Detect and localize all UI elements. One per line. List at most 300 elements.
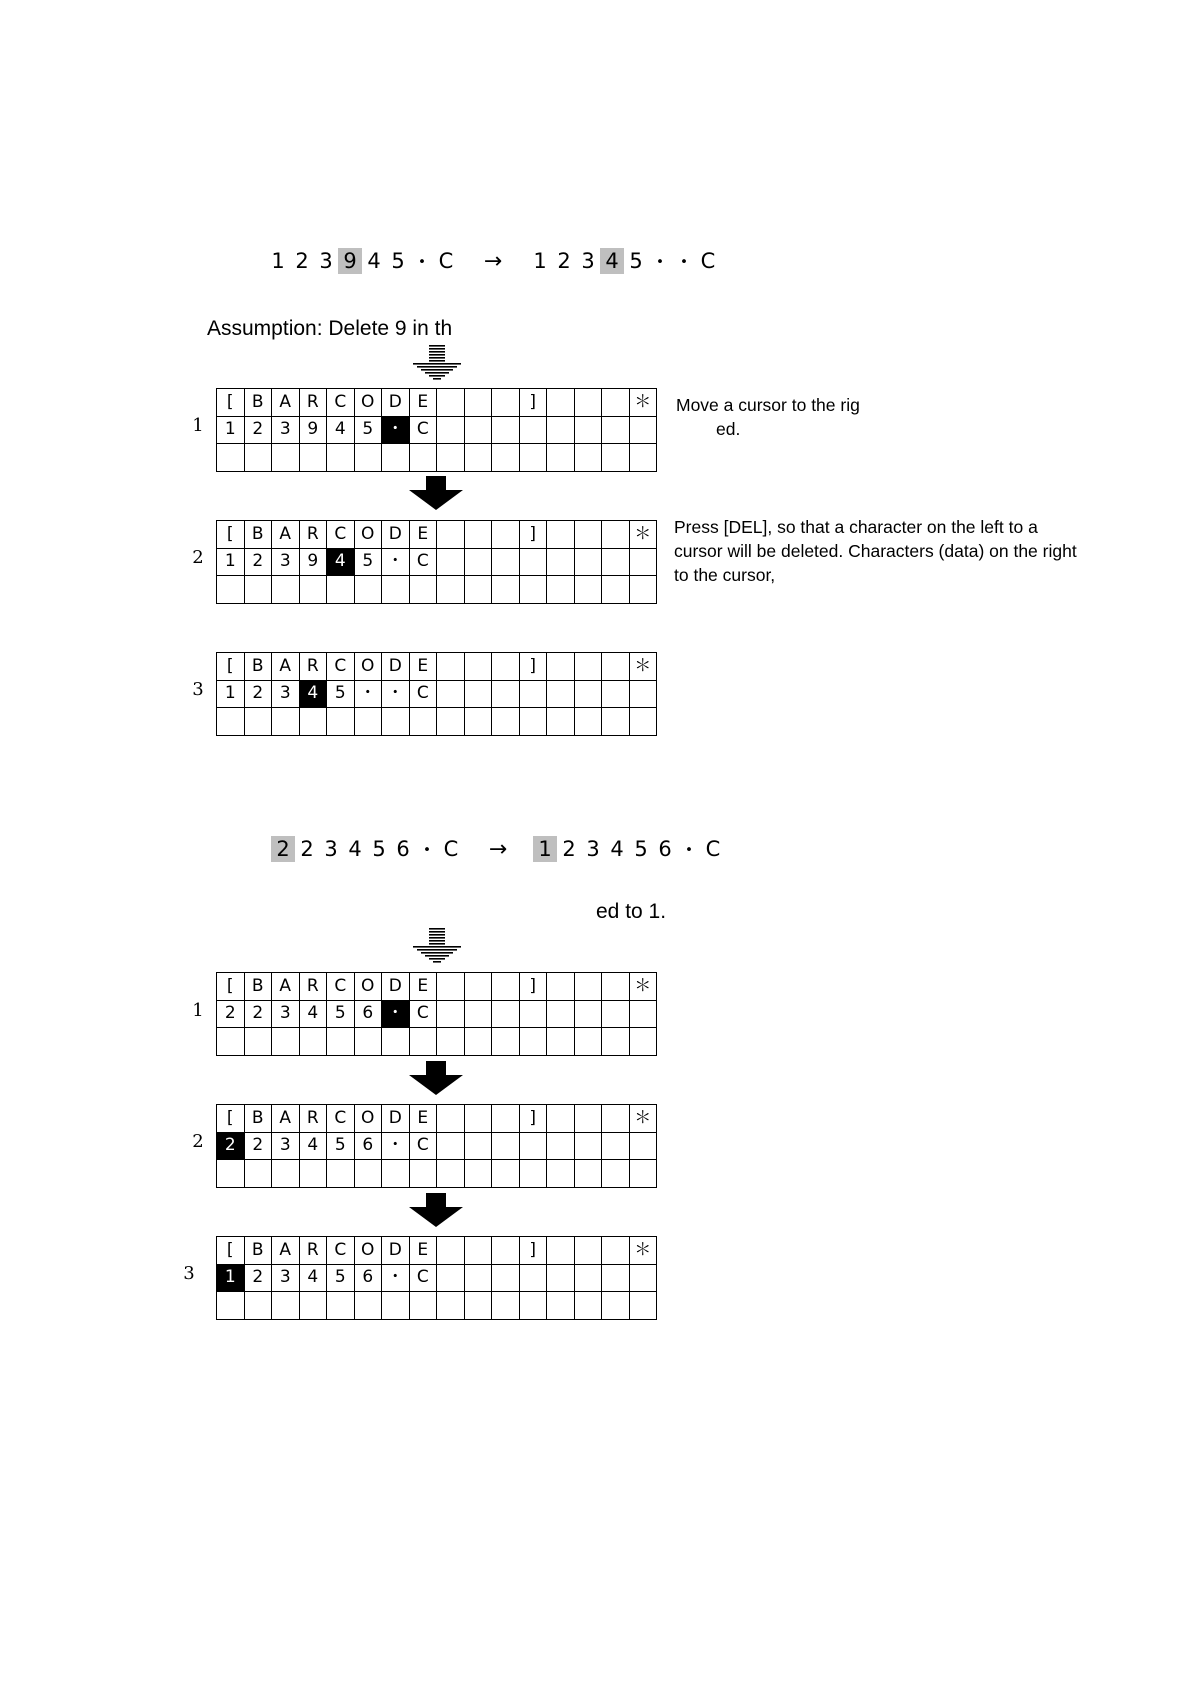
lcd-cell: 5 <box>327 1001 355 1029</box>
lcd-cell: 4 <box>327 417 355 445</box>
lcd-cell <box>575 444 603 472</box>
lcd-cell <box>602 708 630 736</box>
lcd-cell <box>520 576 548 604</box>
lcd-cell: C <box>327 1105 355 1133</box>
lcd-cell: 1 <box>217 417 245 445</box>
lcd-cell <box>245 576 273 604</box>
lcd-cell: O <box>355 973 383 1001</box>
lcd-cell <box>465 417 493 445</box>
lcd-cell <box>465 576 493 604</box>
sequence-character: 1 <box>533 249 547 273</box>
sequence-after <box>528 248 720 274</box>
lcd-cell <box>492 1001 520 1029</box>
lcd-cell: R <box>300 973 328 1001</box>
lcd-cell <box>520 681 548 709</box>
sequence-character: 3 <box>581 249 595 273</box>
sequence-character: ・ <box>673 250 695 274</box>
lcd-cell <box>630 708 658 736</box>
lcd-cell <box>575 1028 603 1056</box>
lcd-cell <box>575 1237 603 1265</box>
sequence-line-1 <box>266 248 720 274</box>
lcd-screen-3 <box>216 652 657 736</box>
lcd-cell <box>520 1133 548 1161</box>
lcd-cell: E <box>410 521 438 549</box>
lcd-cell <box>575 1160 603 1188</box>
lcd-cell <box>437 681 465 709</box>
lcd-cell: O <box>355 1105 383 1133</box>
lcd-cell <box>465 1028 493 1056</box>
sequence-character: 2 <box>300 837 314 861</box>
lcd-cell <box>437 1265 465 1293</box>
lcd-cell: ＊ <box>630 973 658 1001</box>
lcd-cell: R <box>300 389 328 417</box>
lcd-cell <box>465 389 493 417</box>
lcd-cell: 3 <box>272 681 300 709</box>
lcd-cell <box>630 681 658 709</box>
lcd-cell <box>575 1105 603 1133</box>
screen-label: 2 <box>192 1131 204 1152</box>
lcd-cell <box>520 1292 548 1320</box>
lcd-cell: C <box>410 1133 438 1161</box>
lcd-cell: D <box>382 653 410 681</box>
lcd-cell <box>547 653 575 681</box>
solid-down-arrow-icon <box>409 1061 463 1095</box>
lcd-cell <box>520 1028 548 1056</box>
cursor-cell: 2 <box>217 1133 245 1161</box>
lcd-cell <box>465 549 493 577</box>
lcd-cell <box>630 444 658 472</box>
lcd-cell: A <box>272 521 300 549</box>
lcd-cell <box>465 681 493 709</box>
lcd-cell <box>217 1292 245 1320</box>
lcd-cell <box>602 973 630 1001</box>
lcd-cell: E <box>410 1237 438 1265</box>
lcd-cell <box>245 708 273 736</box>
sequence-character: 6 <box>658 837 672 861</box>
sequence-character: 2 <box>295 249 309 273</box>
lcd-cell <box>602 417 630 445</box>
lcd-cell: 2 <box>245 1133 273 1161</box>
lcd-cell: C <box>410 681 438 709</box>
lcd-cell <box>327 708 355 736</box>
lcd-cell <box>437 521 465 549</box>
highlighted-character: 2 <box>271 836 295 862</box>
cursor-cell: 4 <box>300 681 328 709</box>
lcd-cell: 2 <box>217 1001 245 1029</box>
lcd-cell <box>547 1001 575 1029</box>
lcd-cell: O <box>355 521 383 549</box>
lcd-cell <box>492 444 520 472</box>
lcd-cell <box>575 1133 603 1161</box>
note-line: ed. <box>716 419 741 439</box>
lcd-cell <box>492 1292 520 1320</box>
lcd-cell <box>547 1292 575 1320</box>
lcd-cell <box>547 1133 575 1161</box>
lcd-cell <box>327 1292 355 1320</box>
lcd-screen-3 <box>216 1236 657 1320</box>
sequence-before <box>266 248 458 274</box>
lcd-cell <box>630 417 658 445</box>
lcd-cell: B <box>245 389 273 417</box>
lcd-cell <box>492 708 520 736</box>
lcd-cell: C <box>410 1001 438 1029</box>
sequence-character: 6 <box>396 837 410 861</box>
lcd-cell: 5 <box>327 1133 355 1161</box>
lcd-cell <box>382 576 410 604</box>
lcd-cell <box>602 389 630 417</box>
lcd-cell <box>245 444 273 472</box>
lcd-cell <box>575 708 603 736</box>
lcd-cell: ＊ <box>630 389 658 417</box>
lcd-cell: ・ <box>382 1133 410 1161</box>
lcd-cell <box>520 1001 548 1029</box>
lcd-cell: B <box>245 973 273 1001</box>
lcd-cell <box>465 444 493 472</box>
lcd-cell <box>602 1133 630 1161</box>
sequence-character: 4 <box>610 837 624 861</box>
lcd-cell: 6 <box>355 1133 383 1161</box>
lcd-cell: 1 <box>217 549 245 577</box>
sequence-character: 2 <box>557 249 571 273</box>
lcd-cell <box>547 681 575 709</box>
lcd-cell: ] <box>520 1105 548 1133</box>
lcd-cell <box>355 1028 383 1056</box>
lcd-cell <box>465 1292 493 1320</box>
lcd-cell <box>272 1160 300 1188</box>
lcd-cell <box>575 549 603 577</box>
note-move-cursor <box>676 393 860 441</box>
lcd-cell: 4 <box>300 1001 328 1029</box>
lcd-cell <box>492 973 520 1001</box>
lcd-cell <box>602 521 630 549</box>
lcd-cell <box>437 417 465 445</box>
lcd-cell <box>547 1028 575 1056</box>
lcd-cell: R <box>300 1105 328 1133</box>
lcd-cell <box>602 1105 630 1133</box>
lcd-cell: 2 <box>245 681 273 709</box>
lcd-cell: A <box>272 973 300 1001</box>
lcd-cell: [ <box>217 521 245 549</box>
sequence-before <box>271 836 463 862</box>
lcd-cell: O <box>355 653 383 681</box>
lcd-cell: 3 <box>272 549 300 577</box>
lcd-cell: ＊ <box>630 1105 658 1133</box>
lcd-cell <box>355 1160 383 1188</box>
lcd-cell <box>630 1265 658 1293</box>
lcd-cell: D <box>382 389 410 417</box>
striped-down-arrow-icon <box>411 345 463 385</box>
lcd-cell <box>630 1292 658 1320</box>
lcd-cell <box>492 1105 520 1133</box>
lcd-cell: ＊ <box>630 1237 658 1265</box>
sequence-character: 5 <box>391 249 405 273</box>
lcd-cell <box>575 521 603 549</box>
sequence-character: 2 <box>562 837 576 861</box>
lcd-cell <box>300 1028 328 1056</box>
lcd-cell: R <box>300 1237 328 1265</box>
lcd-cell: 5 <box>355 549 383 577</box>
caption-changed: ed to 1. <box>596 900 667 923</box>
lcd-cell <box>465 653 493 681</box>
lcd-cell <box>547 389 575 417</box>
note-press-del: Press [DEL], so that a character on the left to a cursor will be deleted. Characters (data) on the right to the cursor, <box>674 517 1077 585</box>
lcd-cell <box>382 1292 410 1320</box>
lcd-cell <box>492 653 520 681</box>
lcd-cell <box>575 1292 603 1320</box>
lcd-cell <box>575 681 603 709</box>
lcd-cell <box>602 1237 630 1265</box>
lcd-cell <box>465 1237 493 1265</box>
lcd-cell <box>547 1105 575 1133</box>
sequence-character: ・ <box>411 250 433 274</box>
lcd-cell <box>327 1160 355 1188</box>
lcd-cell: A <box>272 389 300 417</box>
lcd-cell <box>382 1028 410 1056</box>
lcd-cell: ・ <box>382 1265 410 1293</box>
lcd-cell: E <box>410 653 438 681</box>
lcd-cell: C <box>410 1265 438 1293</box>
sequence-character: 5 <box>372 837 386 861</box>
lcd-cell <box>300 708 328 736</box>
lcd-cell: 3 <box>272 1133 300 1161</box>
lcd-cell <box>437 1001 465 1029</box>
lcd-cell: ・ <box>355 681 383 709</box>
highlighted-character: 4 <box>600 248 624 274</box>
lcd-cell <box>300 444 328 472</box>
lcd-cell: 2 <box>245 417 273 445</box>
cursor-cell: 4 <box>327 549 355 577</box>
lcd-cell <box>272 444 300 472</box>
lcd-cell <box>437 653 465 681</box>
lcd-cell <box>437 1292 465 1320</box>
lcd-cell: A <box>272 653 300 681</box>
lcd-cell: ] <box>520 1237 548 1265</box>
lcd-cell <box>630 1028 658 1056</box>
lcd-cell: R <box>300 521 328 549</box>
lcd-cell: B <box>245 1105 273 1133</box>
lcd-cell <box>602 444 630 472</box>
lcd-cell <box>327 1028 355 1056</box>
lcd-cell: 3 <box>272 1265 300 1293</box>
lcd-cell <box>547 549 575 577</box>
cursor-cell: 1 <box>217 1265 245 1293</box>
highlighted-character: 9 <box>338 248 362 274</box>
lcd-cell: 5 <box>355 417 383 445</box>
lcd-cell <box>492 521 520 549</box>
lcd-cell <box>382 444 410 472</box>
screen-label: 1 <box>192 415 204 436</box>
lcd-cell: ・ <box>382 549 410 577</box>
lcd-cell: ] <box>520 521 548 549</box>
lcd-cell <box>547 576 575 604</box>
lcd-cell <box>547 1237 575 1265</box>
lcd-cell: ＊ <box>630 521 658 549</box>
lcd-cell <box>547 521 575 549</box>
lcd-cell <box>547 1265 575 1293</box>
lcd-cell <box>465 1265 493 1293</box>
lcd-cell <box>382 1160 410 1188</box>
lcd-cell <box>437 1133 465 1161</box>
lcd-cell: A <box>272 1237 300 1265</box>
lcd-cell: C <box>410 417 438 445</box>
striped-down-arrow-icon <box>411 928 463 968</box>
screen-label: 3 <box>183 1263 195 1284</box>
lcd-cell: R <box>300 653 328 681</box>
lcd-cell <box>575 417 603 445</box>
lcd-cell: [ <box>217 973 245 1001</box>
lcd-cell <box>630 1133 658 1161</box>
lcd-cell <box>492 1237 520 1265</box>
lcd-cell: E <box>410 389 438 417</box>
lcd-cell <box>602 1292 630 1320</box>
lcd-cell: O <box>355 389 383 417</box>
lcd-cell <box>437 708 465 736</box>
sequence-character: 5 <box>634 837 648 861</box>
lcd-cell <box>492 1265 520 1293</box>
lcd-cell <box>465 1105 493 1133</box>
lcd-cell <box>327 444 355 472</box>
lcd-cell <box>300 1160 328 1188</box>
lcd-cell: ] <box>520 973 548 1001</box>
lcd-cell: [ <box>217 1105 245 1133</box>
sequence-after <box>533 836 725 862</box>
lcd-cell <box>492 549 520 577</box>
screen-label: 2 <box>192 547 204 568</box>
lcd-cell: 2 <box>245 1001 273 1029</box>
lcd-cell: 9 <box>300 417 328 445</box>
sequence-character: 4 <box>348 837 362 861</box>
lcd-cell <box>272 708 300 736</box>
lcd-cell <box>272 1028 300 1056</box>
cursor-cell: ・ <box>382 417 410 445</box>
lcd-cell: D <box>382 521 410 549</box>
lcd-cell: B <box>245 1237 273 1265</box>
lcd-cell: [ <box>217 389 245 417</box>
lcd-cell <box>602 681 630 709</box>
cursor-cell: ・ <box>382 1001 410 1029</box>
sequence-character: ・ <box>416 838 438 862</box>
sequence-character: C <box>438 249 454 273</box>
lcd-cell: E <box>410 1105 438 1133</box>
lcd-cell <box>355 1292 383 1320</box>
lcd-cell <box>355 576 383 604</box>
lcd-cell: D <box>382 1105 410 1133</box>
sequence-character: C <box>705 837 721 861</box>
lcd-cell <box>602 549 630 577</box>
lcd-cell <box>492 1028 520 1056</box>
lcd-cell <box>437 576 465 604</box>
lcd-cell <box>465 1133 493 1161</box>
sequence-character: C <box>443 837 459 861</box>
lcd-cell <box>547 708 575 736</box>
lcd-screen-2 <box>216 520 657 604</box>
sequence-line-2 <box>271 836 725 862</box>
lcd-cell <box>465 521 493 549</box>
lcd-cell <box>245 1028 273 1056</box>
lcd-cell <box>465 708 493 736</box>
lcd-cell <box>410 1292 438 1320</box>
lcd-cell: [ <box>217 1237 245 1265</box>
lcd-cell: B <box>245 653 273 681</box>
lcd-cell <box>547 444 575 472</box>
lcd-cell: [ <box>217 653 245 681</box>
lcd-cell: ・ <box>382 681 410 709</box>
lcd-cell <box>272 1292 300 1320</box>
lcd-cell <box>410 576 438 604</box>
lcd-cell <box>520 417 548 445</box>
sequence-character: 3 <box>324 837 338 861</box>
lcd-cell: B <box>245 521 273 549</box>
lcd-cell: 4 <box>300 1133 328 1161</box>
lcd-screen-1 <box>216 388 657 472</box>
lcd-cell <box>492 576 520 604</box>
lcd-cell <box>520 444 548 472</box>
lcd-cell: C <box>410 549 438 577</box>
lcd-cell <box>245 1292 273 1320</box>
lcd-cell <box>217 1160 245 1188</box>
lcd-cell <box>217 708 245 736</box>
lcd-cell <box>575 973 603 1001</box>
lcd-cell <box>245 1160 273 1188</box>
lcd-cell <box>382 708 410 736</box>
sequence-character: C <box>700 249 716 273</box>
sequence-character: 3 <box>319 249 333 273</box>
lcd-cell: 6 <box>355 1265 383 1293</box>
lcd-cell: O <box>355 1237 383 1265</box>
lcd-cell <box>520 1265 548 1293</box>
lcd-cell <box>520 708 548 736</box>
screen-label: 3 <box>192 679 204 700</box>
lcd-screen-1 <box>216 972 657 1056</box>
lcd-cell <box>327 576 355 604</box>
lcd-cell <box>437 389 465 417</box>
lcd-cell <box>465 1001 493 1029</box>
lcd-cell <box>410 444 438 472</box>
caption-assumption: Assumption: Delete 9 in th <box>207 317 453 340</box>
lcd-cell: 5 <box>327 681 355 709</box>
lcd-cell <box>575 1001 603 1029</box>
lcd-cell <box>300 576 328 604</box>
lcd-cell <box>410 708 438 736</box>
lcd-cell <box>575 653 603 681</box>
screen-label: 1 <box>192 1000 204 1021</box>
lcd-cell <box>602 1028 630 1056</box>
lcd-cell: 2 <box>245 1265 273 1293</box>
sequence-character: 3 <box>586 837 600 861</box>
right-arrow-icon: → <box>488 836 508 862</box>
sequence-character: 4 <box>367 249 381 273</box>
lcd-cell <box>437 1237 465 1265</box>
lcd-cell <box>602 576 630 604</box>
lcd-cell <box>547 417 575 445</box>
lcd-cell <box>437 1105 465 1133</box>
sequence-character: ・ <box>649 250 671 274</box>
sequence-character: 1 <box>271 249 285 273</box>
lcd-cell <box>630 549 658 577</box>
lcd-cell <box>300 1292 328 1320</box>
lcd-cell <box>602 1001 630 1029</box>
lcd-cell: ＊ <box>630 653 658 681</box>
sequence-character: ・ <box>678 838 700 862</box>
lcd-cell <box>217 1028 245 1056</box>
lcd-cell <box>492 681 520 709</box>
lcd-cell: C <box>327 521 355 549</box>
lcd-cell <box>355 708 383 736</box>
lcd-cell <box>465 1160 493 1188</box>
lcd-cell <box>437 444 465 472</box>
lcd-cell <box>410 1028 438 1056</box>
lcd-cell <box>217 444 245 472</box>
